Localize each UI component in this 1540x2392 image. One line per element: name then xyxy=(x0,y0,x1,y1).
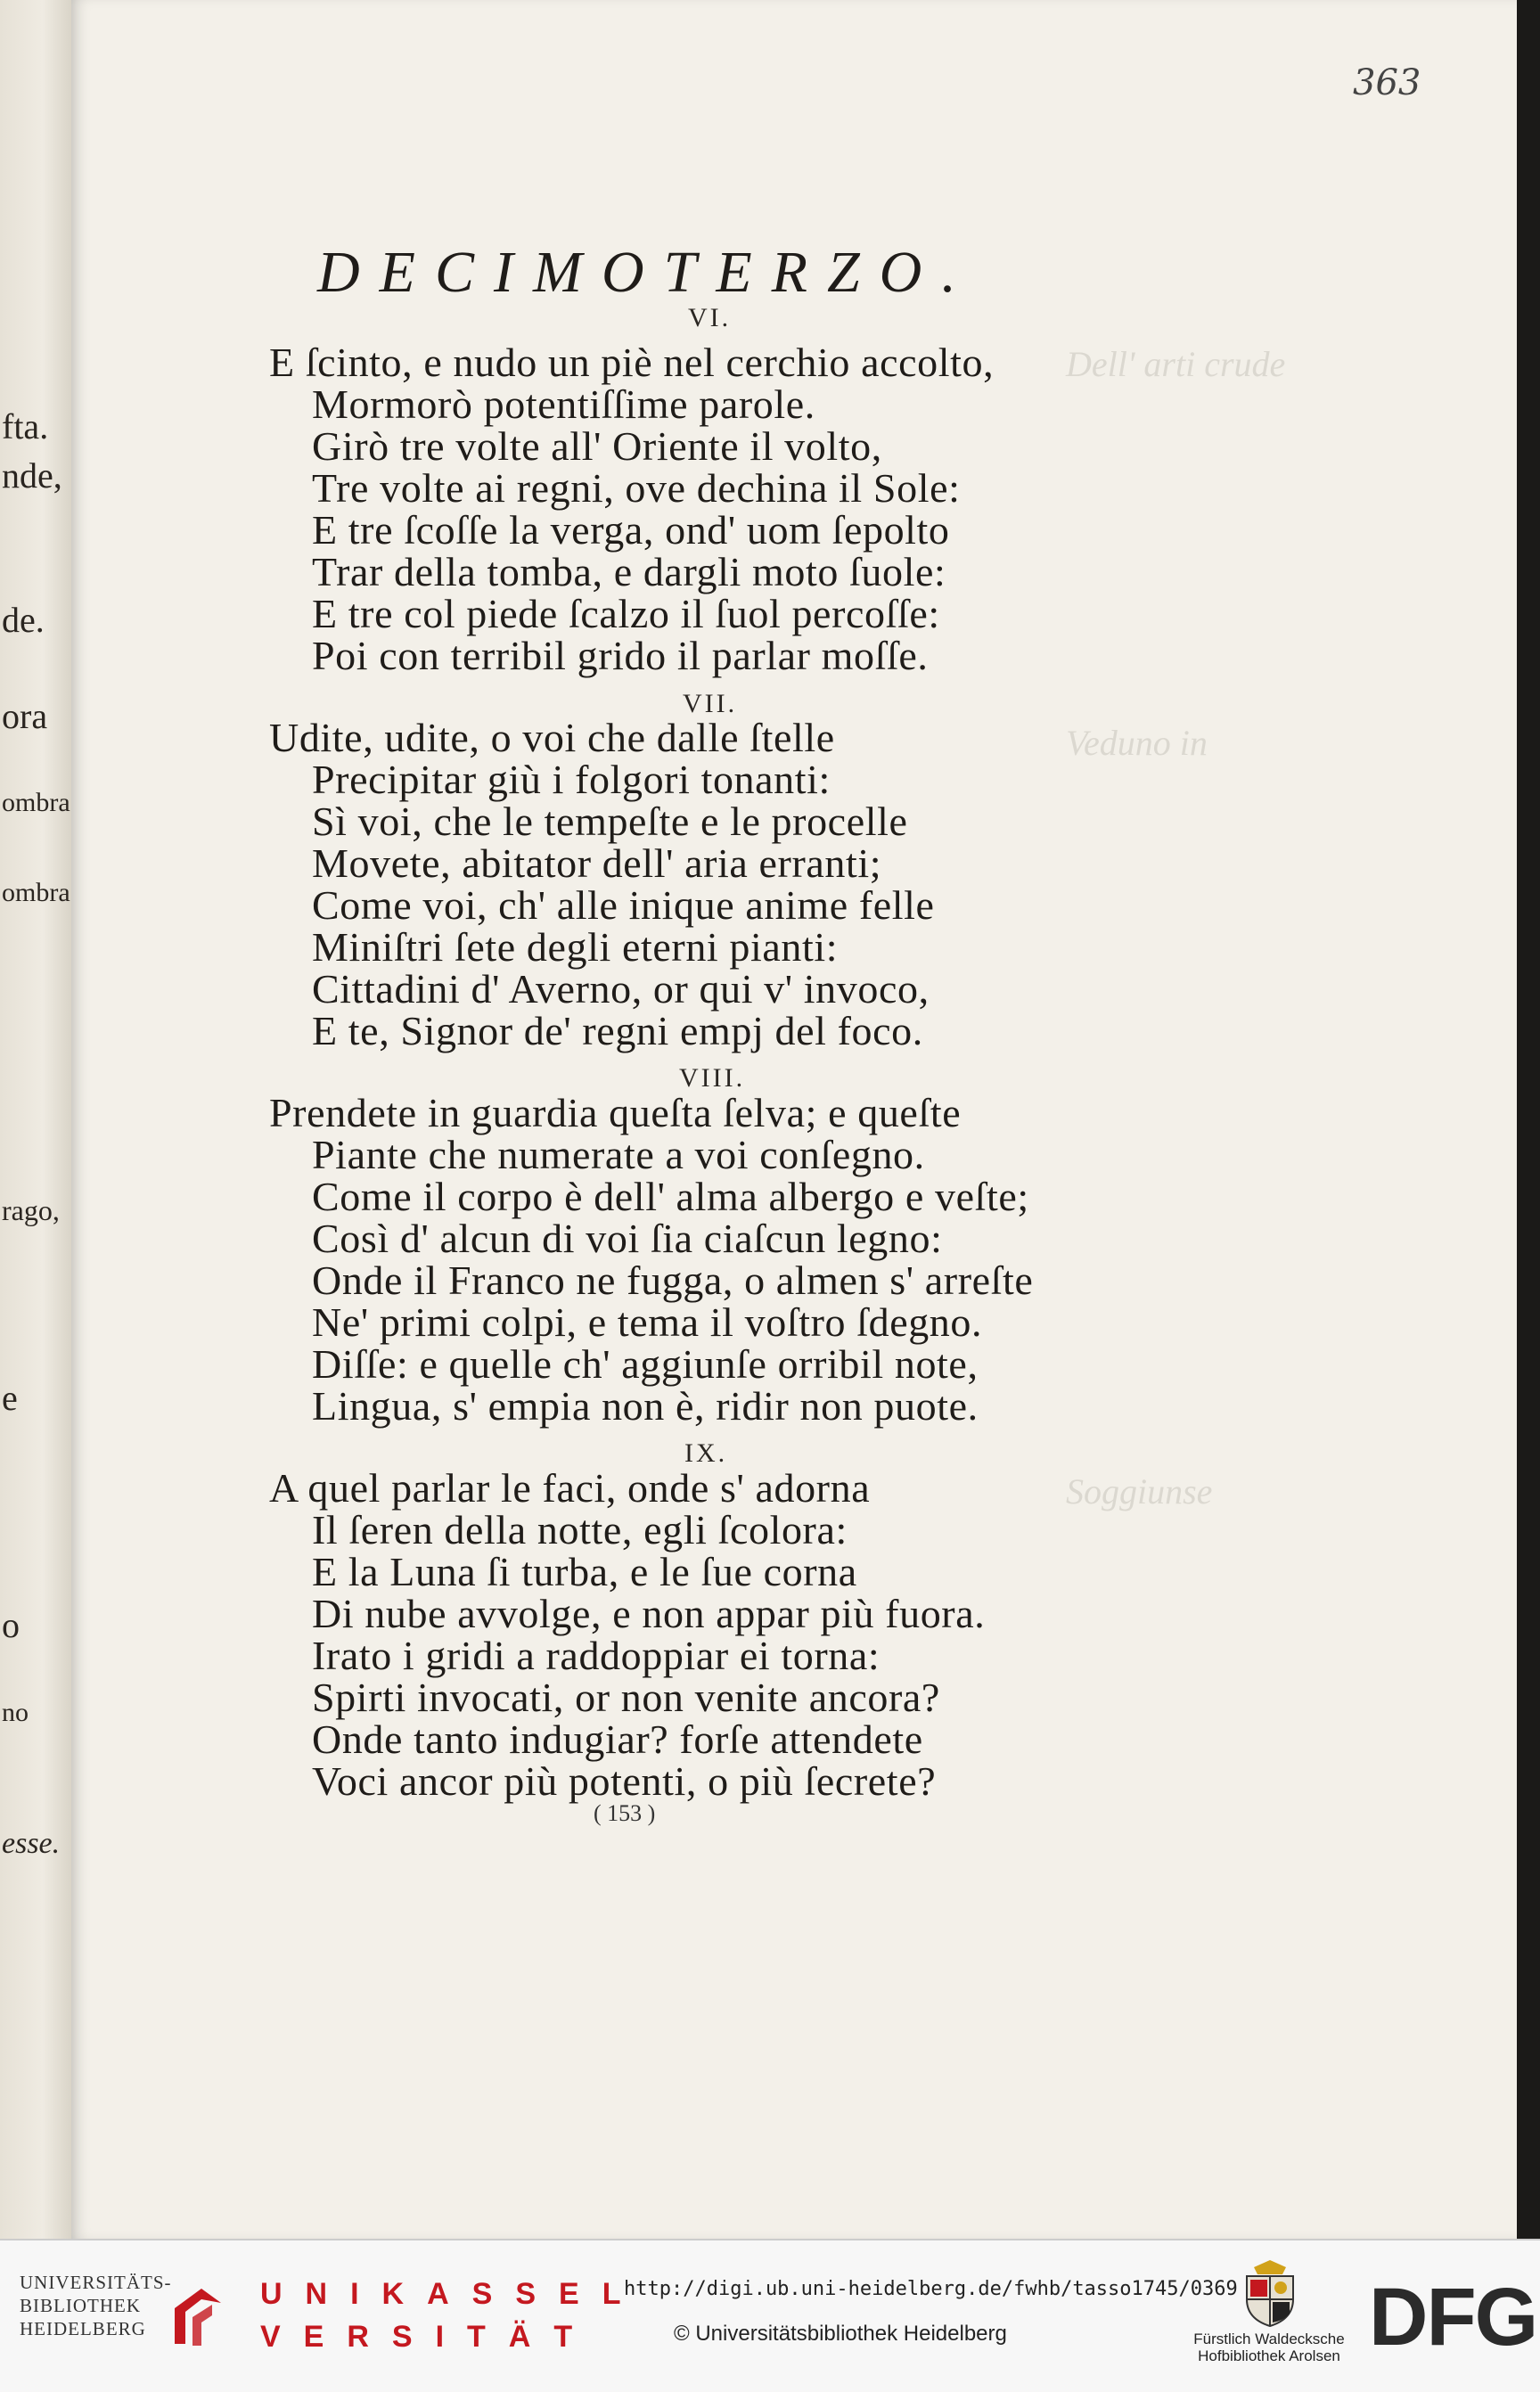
verse-line: Mormorò potentiſſime parole. xyxy=(312,381,815,427)
dfg-logo[interactable]: DFG xyxy=(1369,2272,1537,2363)
library-name-line: BIBLIOTHEK xyxy=(20,2295,141,2316)
stanza-text xyxy=(269,341,994,676)
verse-line: Come voi, ch' alle inique anime felle xyxy=(312,882,935,928)
kassel-logo-line: VERSITÄT xyxy=(260,2320,596,2354)
stanza-text xyxy=(269,1092,1033,1427)
facing-text-fragment: fta. xyxy=(2,406,49,446)
facing-text-fragment: rago, xyxy=(2,1194,60,1226)
verse-line: Di nube avvolge, e non appar più fuora. xyxy=(312,1591,986,1636)
page-edge xyxy=(1517,0,1540,2239)
library-name-line: HEIDELBERG xyxy=(20,2318,146,2339)
show-through-text: Veduno in xyxy=(1066,723,1208,763)
library-name[interactable] xyxy=(20,2271,172,2340)
verse-line: Spirti invocati, or non venite ancora? xyxy=(312,1675,940,1720)
verse-line: E la Luna ſi turba, e le ſue corna xyxy=(312,1549,857,1594)
verse-line: Miniſtri ſete degli eterni pianti: xyxy=(312,924,839,970)
verse-line: E tre ſcoſſe la verga, ond' uom ſepolto xyxy=(312,507,950,553)
verse-line: E te, Signor de' regni empj del foco. xyxy=(312,1008,923,1053)
page-number: ( 153 ) xyxy=(594,1800,656,1826)
facing-page-fragment xyxy=(0,0,71,2239)
verse-line: Trar della tomba, e dargli moto ſuole: xyxy=(312,549,946,594)
verse-line: Così d' alcun di voi ſia ciaſcun legno: xyxy=(312,1216,943,1261)
verse-line: Onde tanto indugiar? forſe attendete xyxy=(312,1716,923,1762)
stanza-number: VII. xyxy=(683,689,738,718)
verse-line: Poi con terribil grido il parlar moſſe. xyxy=(312,633,929,678)
verse-line: A quel parlar le faci, onde s' adorna xyxy=(269,1465,871,1511)
facing-text-fragment: ora xyxy=(2,696,48,736)
facing-text-fragment: de. xyxy=(2,600,45,640)
show-through-text: Dell' arti crude xyxy=(1066,344,1286,384)
stanza-text xyxy=(269,1467,985,1802)
verse-line: Tre volte ai regni, ove dechina il Sole: xyxy=(312,465,961,511)
facing-text-fragment: nde, xyxy=(2,455,62,496)
kassel-university-logo[interactable] xyxy=(260,2273,643,2358)
verse-line: Sì voi, che le tempeſte e le procelle xyxy=(312,799,908,844)
verse-line: Il ſeren della notte, egli ſcolora: xyxy=(312,1507,848,1552)
verse-line: Udite, udite, o voi che dalle ſtelle xyxy=(269,715,835,760)
arolsen-line: Fürstlich Waldecksche xyxy=(1193,2331,1345,2347)
stanza-number: IX. xyxy=(684,1438,728,1468)
facing-text-fragment: no xyxy=(2,1698,29,1727)
facing-text-fragment: e xyxy=(2,1378,18,1418)
copyright-notice: © Universitätsbibliothek Heidelberg xyxy=(674,2322,1007,2346)
verse-line: Girò tre volte all' Oriente il volto, xyxy=(312,423,882,469)
handwritten-folio-number: 363 xyxy=(1353,62,1421,103)
arolsen-library-name xyxy=(1189,2331,1349,2364)
verse-line: Diſſe: e quelle ch' aggiunſe orribil note, xyxy=(312,1341,979,1387)
stanza-number: VI. xyxy=(688,303,732,332)
arolsen-crest-icon[interactable] xyxy=(1234,2257,1306,2328)
show-through-text: Soggiunse xyxy=(1066,1471,1213,1511)
running-head: DECIMOTERZO. xyxy=(317,240,976,305)
verse-line: E ſcinto, e nudo un piè nel cerchio accolto, xyxy=(269,340,995,385)
library-name-line: UNIVERSITÄTS- xyxy=(20,2272,172,2293)
facing-text-fragment: o xyxy=(2,1605,20,1645)
verse-line: Voci ancor più potenti, o più ſecrete? xyxy=(312,1758,937,1804)
verse-line: E tre col piede ſcalzo il ſuol percoſſe: xyxy=(312,591,940,636)
stanza-number: VIII. xyxy=(679,1063,746,1093)
verse-line: Lingua, s' empia non è, ridir non puote. xyxy=(312,1383,979,1429)
permalink-url[interactable]: http://digi.ub.uni-heidelberg.de/fwhb/tasso1745/0369 xyxy=(624,2278,1238,2300)
verse-line: Come il corpo è dell' alma albergo e veſte; xyxy=(312,1174,1029,1219)
verse-line: Prendete in guardia queſta ſelva; e queſte xyxy=(269,1090,962,1135)
verse-line: Ne' primi colpi, e tema il voſtro ſdegno. xyxy=(312,1299,983,1345)
viewer-footer xyxy=(0,2239,1540,2392)
arolsen-line: Hofbibliothek Arolsen xyxy=(1198,2347,1340,2364)
verse-line: Cittadini d' Averno, or qui v' invoco, xyxy=(312,966,930,1012)
verse-line: Onde il Franco ne fugga, o almen s' arreſte xyxy=(312,1257,1034,1303)
facing-text-fragment: ombra xyxy=(2,878,70,907)
verse-line: Piante che numerate a voi conſegno. xyxy=(312,1132,925,1177)
facing-text-fragment: ombra xyxy=(2,788,70,817)
verse-line: Movete, abitator dell' aria erranti; xyxy=(312,840,882,886)
verse-line: Precipitar giù i folgori tonanti: xyxy=(312,757,831,802)
verse-line: Irato i gridi a raddoppiar ei torna: xyxy=(312,1633,881,1678)
facing-text-fragment: esse. xyxy=(2,1827,61,1860)
stanza-text xyxy=(269,717,935,1052)
heidelberg-library-logo-icon[interactable] xyxy=(166,2281,228,2353)
kassel-logo-line: UNIKASSEL xyxy=(260,2277,644,2311)
